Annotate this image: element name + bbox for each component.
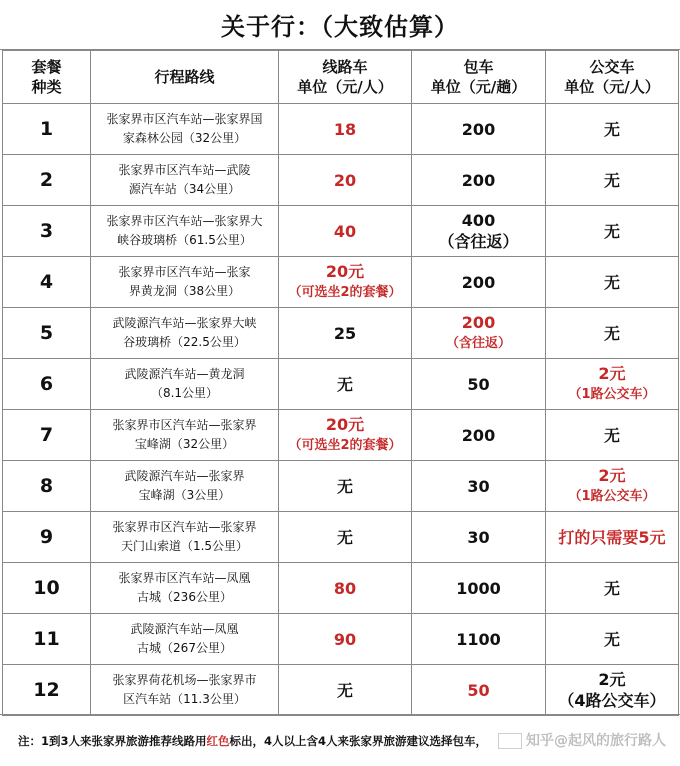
public-bus-price: 打的只需要5元	[546, 512, 679, 563]
public-bus-price: 无	[546, 257, 679, 308]
package-number: 4	[3, 257, 91, 308]
charter-price: 50	[412, 359, 546, 410]
charter-price: 30	[412, 512, 546, 563]
route-cell: 张家界市区汽车站—张家界大 峡谷玻璃桥（61.5公里）	[91, 206, 279, 257]
line-bus-price: 20	[279, 155, 412, 206]
public-bus-price: 无	[546, 155, 679, 206]
charter-price: 400 （含往返）	[412, 206, 546, 257]
table-row	[3, 257, 679, 308]
package-number: 9	[3, 512, 91, 563]
route-cell: 武陵源汽车站—凤凰 古城（267公里）	[91, 614, 279, 665]
header-line-bus: 线路车 单位（元/人）	[279, 51, 412, 104]
package-number: 10	[3, 563, 91, 614]
package-number: 3	[3, 206, 91, 257]
route-cell: 张家界市区汽车站—张家界 宝峰湖（32公里）	[91, 410, 279, 461]
table-row	[3, 665, 679, 716]
watermark: 知乎@起风的旅行路人	[498, 730, 666, 750]
table-row	[3, 206, 679, 257]
header-row	[3, 51, 679, 104]
line-bus-price: 无	[279, 665, 412, 716]
package-number: 12	[3, 665, 91, 716]
package-number: 11	[3, 614, 91, 665]
package-number: 5	[3, 308, 91, 359]
charter-price: 200	[412, 155, 546, 206]
charter-price: 30	[412, 461, 546, 512]
charter-price: 1000	[412, 563, 546, 614]
package-number: 1	[3, 104, 91, 155]
footnote-highlight: 红色	[206, 733, 230, 748]
public-bus-price: 2元 （4路公交车）	[546, 665, 679, 716]
table-row	[3, 308, 679, 359]
header-package-type: 套餐 种类	[3, 51, 91, 104]
public-bus-price: 2元 （1路公交车）	[546, 461, 679, 512]
route-cell: 武陵源汽车站—黄龙洞 （8.1公里）	[91, 359, 279, 410]
route-cell: 张家界市区汽车站—武陵 源汽车站（34公里）	[91, 155, 279, 206]
line-bus-price: 无	[279, 359, 412, 410]
header-charter: 包车 单位（元/趟）	[412, 51, 546, 104]
package-number: 2	[3, 155, 91, 206]
footnote: 注：1到3人来张家界旅游推荐线路用 红色 标出，4人以上含4人来张家界旅游建议选择包车，	[0, 714, 680, 766]
route-cell: 武陵源汽车站—张家界 宝峰湖（3公里）	[91, 461, 279, 512]
public-bus-price: 无	[546, 614, 679, 665]
header-public-bus: 公交车 单位（元/人）	[546, 51, 679, 104]
line-bus-price: 40	[279, 206, 412, 257]
header-route: 行程路线	[91, 51, 279, 104]
route-cell: 张家界市区汽车站—张家界 天门山索道（1.5公里）	[91, 512, 279, 563]
table-row	[3, 410, 679, 461]
table-row	[3, 614, 679, 665]
table-row	[3, 461, 679, 512]
line-bus-price: 无	[279, 461, 412, 512]
table-row	[3, 512, 679, 563]
line-bus-price: 20元 （可选坐2的套餐）	[279, 410, 412, 461]
charter-price: 200 （含往返）	[412, 308, 546, 359]
route-cell: 张家界市区汽车站—张家界国 家森林公园（32公里）	[91, 104, 279, 155]
line-bus-price: 20元 （可选坐2的套餐）	[279, 257, 412, 308]
public-bus-price: 无	[546, 410, 679, 461]
charter-price: 200	[412, 410, 546, 461]
charter-price: 200	[412, 104, 546, 155]
route-cell: 张家界市区汽车站—张家 界黄龙洞（38公里）	[91, 257, 279, 308]
public-bus-price: 无	[546, 104, 679, 155]
line-bus-price: 18	[279, 104, 412, 155]
package-number: 6	[3, 359, 91, 410]
package-number: 8	[3, 461, 91, 512]
public-bus-price: 无	[546, 206, 679, 257]
public-bus-price: 无	[546, 563, 679, 614]
line-bus-price: 25	[279, 308, 412, 359]
table-row	[3, 104, 679, 155]
charter-price: 200	[412, 257, 546, 308]
price-table	[2, 50, 679, 716]
table-row	[3, 359, 679, 410]
public-bus-price: 2元 （1路公交车）	[546, 359, 679, 410]
watermark-logo-icon	[498, 733, 522, 749]
route-cell: 武陵源汽车站—张家界大峡 谷玻璃桥（22.5公里）	[91, 308, 279, 359]
route-cell: 张家界市区汽车站—凤凰 古城（236公里）	[91, 563, 279, 614]
table-body	[3, 104, 679, 716]
table-row	[3, 563, 679, 614]
table-row	[3, 155, 679, 206]
charter-price: 50	[412, 665, 546, 716]
line-bus-price: 无	[279, 512, 412, 563]
public-bus-price: 无	[546, 308, 679, 359]
route-cell: 张家界荷花机场—张家界市 区汽车站（11.3公里）	[91, 665, 279, 716]
charter-price: 1100	[412, 614, 546, 665]
line-bus-price: 80	[279, 563, 412, 614]
page-title: 关于行：（大致估算）	[0, 0, 680, 50]
line-bus-price: 90	[279, 614, 412, 665]
package-number: 7	[3, 410, 91, 461]
